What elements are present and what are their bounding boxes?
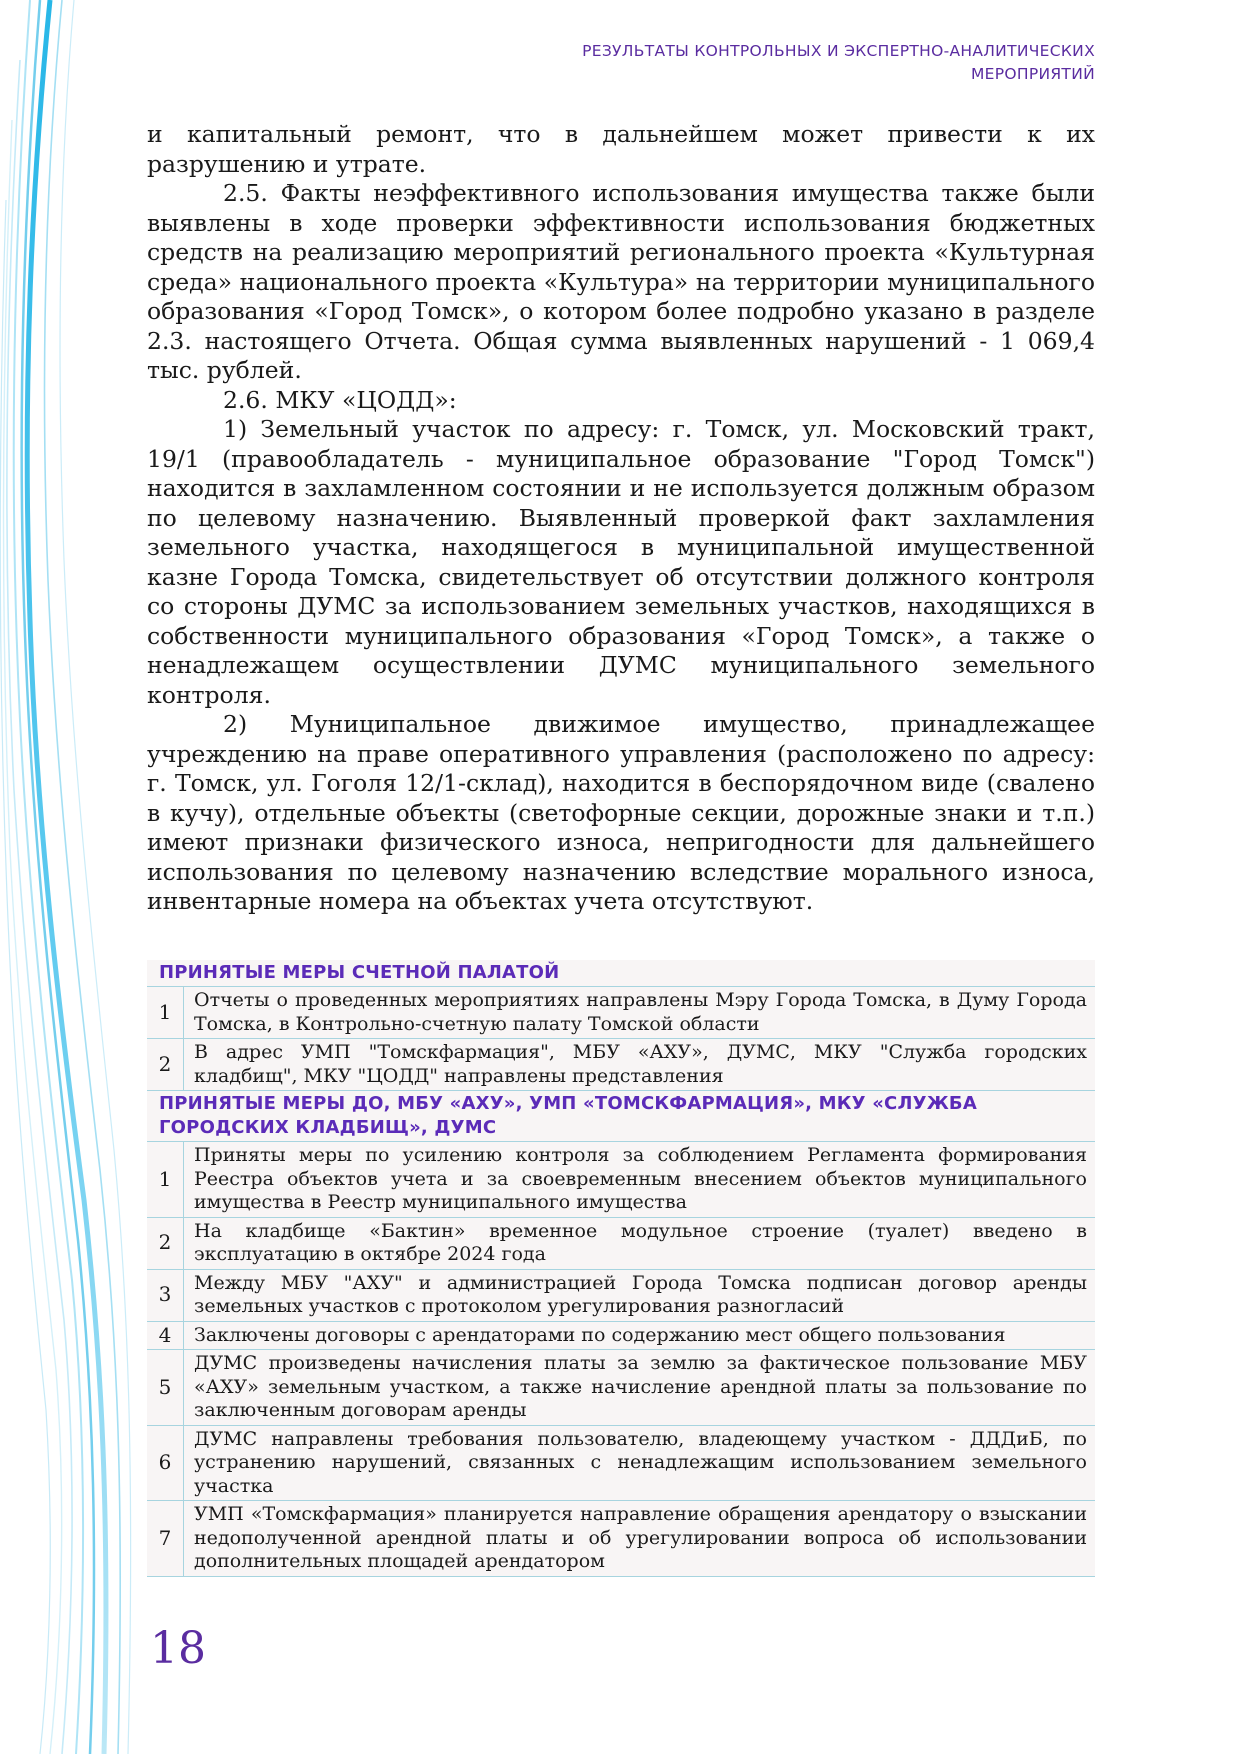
body-text — [147, 120, 1095, 917]
table-row — [147, 1425, 1095, 1501]
section-title: ПРИНЯТЫЕ МЕРЫ ДО, МБУ «АХУ», УМП «ТОМСКФАРМАЦИЯ», МКУ «СЛУЖБА ГОРОДСКИХ КЛАДБИЩ», ДУМС — [147, 1091, 1095, 1142]
header-line-1: РЕЗУЛЬТАТЫ КОНТРОЛЬНЫХ И ЭКСПЕРТНО-АНАЛИТИЧЕСКИХ — [582, 42, 1095, 60]
table-row — [147, 987, 1095, 1039]
table-row — [147, 1142, 1095, 1218]
row-text: Между МБУ "АХУ" и администрацией Города Томска подписан договор аренды земельных участков с протоколом урегулирования разногласий — [184, 1269, 1096, 1321]
row-text: ДУМС направлены требования пользователю, владеющему участком - ДДДиБ, по устранению нарушений, связанных с ненадлежащим использованием земельного участка — [184, 1425, 1096, 1501]
row-number: 7 — [147, 1501, 184, 1577]
paragraph: 2) Муниципальное движимое имущество, принадлежащее учреждению на праве оперативного управления (расположено по адресу: г. Томск, ул. Гоголя 12/1-склад), находится в беспорядочном виде (свалено в кучу), отдельные объекты (светофорные секции, дорожные знаки и т.п.) имеют признаки физического износа, непригодности для дальнейшего использования по целевому назначению вследствие морального износа, инвентарные номера на объектах учета отсутствуют. — [147, 710, 1095, 915]
row-text: На кладбище «Бактин» временное модульное строение (туалет) введено в эксплуатацию в октябре 2024 года — [184, 1217, 1096, 1269]
row-text: УМП «Томскфармация» планируется направление обращения арендатору о взыскании недополученной арендной платы и об урегулировании вопроса об использовании дополнительных площадей арендатором — [184, 1501, 1096, 1577]
table-row — [147, 1350, 1095, 1426]
row-number: 5 — [147, 1350, 184, 1426]
table-row — [147, 1269, 1095, 1321]
table-row — [147, 1501, 1095, 1577]
header-line-2: МЕРОПРИЯТИЙ — [970, 65, 1095, 83]
row-number: 4 — [147, 1321, 184, 1350]
decorative-swoosh — [0, 0, 140, 1754]
row-number: 6 — [147, 1425, 184, 1501]
table-row — [147, 1039, 1095, 1091]
row-number: 2 — [147, 1217, 184, 1269]
row-text: Отчеты о проведенных мероприятиях направлены Мэру Города Томска, в Думу Города Томска, в Контрольно-счетную палату Томской области — [184, 987, 1096, 1039]
row-number: 1 — [147, 987, 184, 1039]
paragraph: 1) Земельный участок по адресу: г. Томск, ул. Московский тракт, 19/1 (правообладатель - муниципальное образование "Город Томск") находится в захламленном состоянии и не используется должным образом по целевому назначению. Выявленный проверкой факт захламления земельного участка, находящегося в муниципальной имущественной казне Города Томска, свидетельствует об отсутствии должного контроля со стороны ДУМС за использованием земельных участков, находящихся в собственности муниципального образования «Город Томск», а также о ненадлежащем осуществлении ДУМС муниципального земельного контроля. — [147, 415, 1095, 709]
section-title: ПРИНЯТЫЕ МЕРЫ СЧЕТНОЙ ПАЛАТОЙ — [147, 960, 1095, 987]
row-text: ДУМС произведены начисления платы за землю за фактическое пользование МБУ «АХУ» земельным участком, а также начисление арендной платы за пользование по заключенным договорам аренды — [184, 1350, 1096, 1426]
row-number: 1 — [147, 1142, 184, 1218]
row-text: Заключены договоры с арендаторами по содержанию мест общего пользования — [184, 1321, 1096, 1350]
paragraph: 2.5. Факты неэффективного использования имущества также были выявлены в ходе проверки эффективности использования бюджетных средств на реализацию мероприятий регионального проекта «Культурная среда» национального проекта «Культура» на территории муниципального образования «Город Томск», о котором более подробно указано в разделе 2.3. настоящего Отчета. Общая сумма выявленных нарушений - 1 069,4 тыс. рублей. — [147, 179, 1095, 384]
row-number: 2 — [147, 1039, 184, 1091]
paragraph: и капитальный ремонт, что в дальнейшем может привести к их разрушению и утрате. — [147, 120, 1095, 178]
row-text: Приняты меры по усилению контроля за соблюдением Регламента формирования Реестра объектов учета и за своевременным внесением объектов муниципального имущества в Реестр муниципального имущества — [184, 1142, 1096, 1218]
table-row — [147, 1321, 1095, 1350]
page-header — [395, 40, 1095, 86]
measures-table — [147, 960, 1095, 1577]
row-text: В адрес УМП "Томскфармация", МБУ «АХУ», ДУМС, МКУ "Служба городских кладбищ", МКУ "ЦОДД" направлены представления — [184, 1039, 1096, 1091]
page-number: 18 — [150, 1623, 206, 1674]
table-row — [147, 1217, 1095, 1269]
paragraph: 2.6. МКУ «ЦОДД»: — [223, 385, 457, 414]
row-number: 3 — [147, 1269, 184, 1321]
